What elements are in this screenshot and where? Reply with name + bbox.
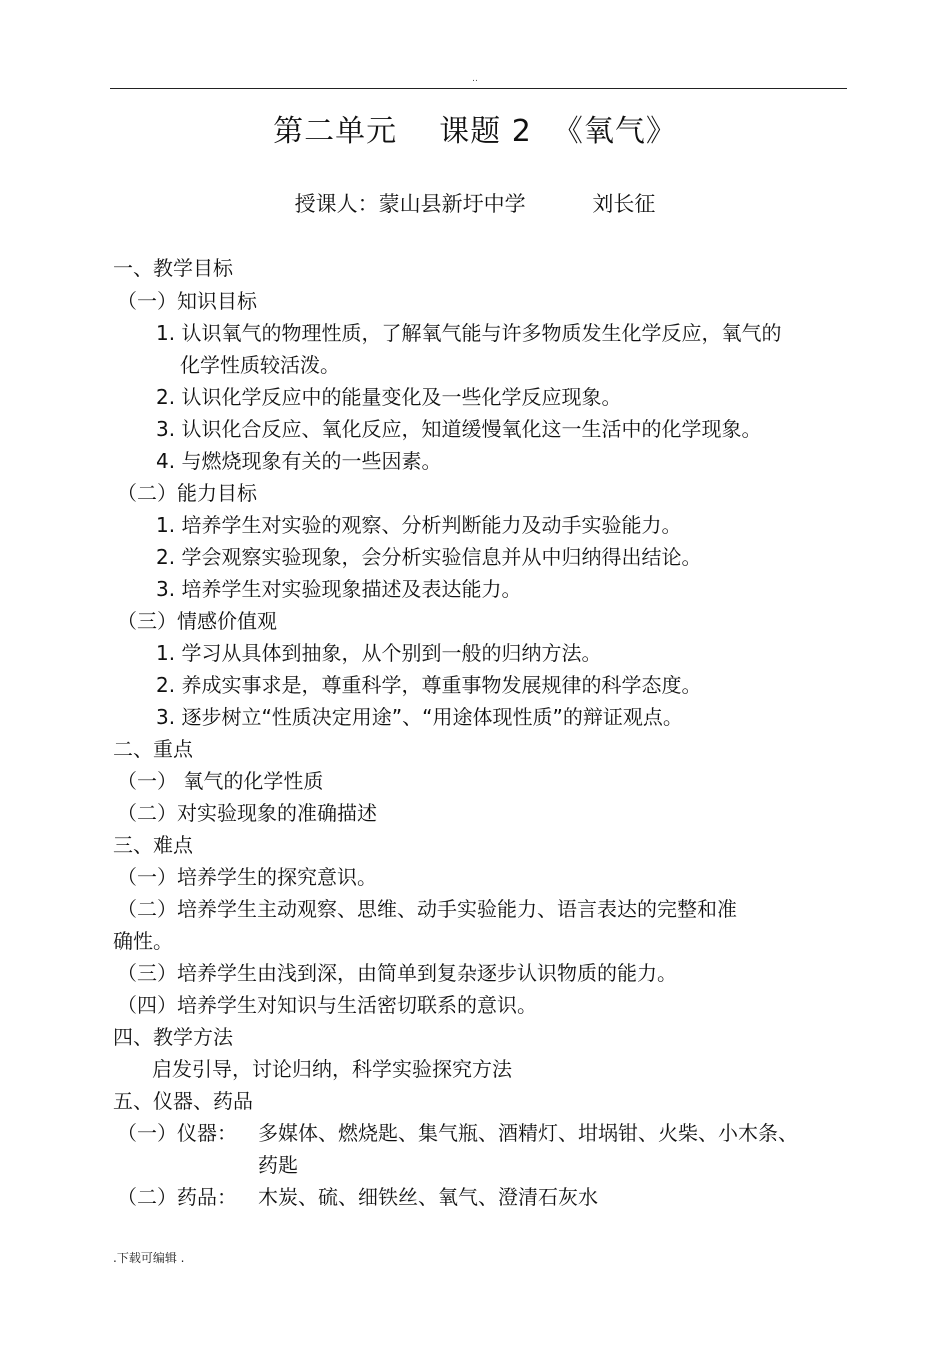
- list-item: （二）培养学生主动观察、思维、动手实验能力、语言表达的完整和准: [117, 897, 737, 921]
- list-item: 2. 学会观察实验现象，会分析实验信息并从中归纳得出结论。: [156, 545, 702, 569]
- subheading-ability: （二）能力目标: [117, 481, 257, 505]
- subheading-knowledge: （一）知识目标: [117, 289, 257, 313]
- list-item: （二）对实验现象的准确描述: [117, 801, 377, 825]
- section-heading-materials: 五、仪器、药品: [113, 1089, 253, 1113]
- reagents-list: 木炭、硫、细铁丝、氧气、澄清石灰水: [258, 1185, 598, 1209]
- subheading-values: （三）情感价值观: [117, 609, 277, 633]
- list-item: （四）培养学生对知识与生活密切联系的意识。: [117, 993, 537, 1017]
- list-item-continuation: 化学性质较活泼。: [180, 353, 340, 377]
- list-item: 4. 与燃烧现象有关的一些因素。: [156, 449, 442, 473]
- author-line: 授课人：蒙山县新圩中学 刘长征: [294, 192, 656, 216]
- section-heading-objectives: 一、教学目标: [113, 256, 233, 280]
- list-item: （三）培养学生由浅到深，由简单到复杂逐步认识物质的能力。: [117, 961, 677, 985]
- section-heading-difficulties: 三、难点: [113, 833, 193, 857]
- list-item: 3. 逐步树立“性质决定用途”、“用途体现性质”的辩证观点。: [156, 705, 683, 729]
- methods-text: 启发引导，讨论归纳，科学实验探究方法: [152, 1057, 512, 1081]
- list-item: 2. 认识化学反应中的能量变化及一些化学反应现象。: [156, 385, 622, 409]
- list-item: 2. 养成实事求是，尊重科学，尊重事物发展规律的科学态度。: [156, 673, 702, 697]
- list-item: 3. 培养学生对实验现象描述及表达能力。: [156, 577, 522, 601]
- list-item: 3. 认识化合反应、氧化反应，知道缓慢氧化这一生活中的化学现象。: [156, 417, 762, 441]
- page-footer: .下载可编辑 .: [113, 1251, 185, 1265]
- list-item: 1. 培养学生对实验的观察、分析判断能力及动手实验能力。: [156, 513, 682, 537]
- list-item-continuation: 确性。: [113, 929, 173, 953]
- header-rule: [110, 88, 847, 89]
- instruments-list: 多媒体、燃烧匙、集气瓶、酒精灯、坩埚钳、火柴、小木条、: [258, 1121, 798, 1145]
- list-item: 1. 认识氧气的物理性质，了解氧气能与许多物质发生化学反应，氧气的: [156, 321, 782, 345]
- list-item: 1. 学习从具体到抽象，从个别到一般的归纳方法。: [156, 641, 602, 665]
- list-item: （一）培养学生的探究意识。: [117, 865, 377, 889]
- instruments-list-continuation: 药匙: [258, 1153, 298, 1177]
- instruments-label: （一）仪器：: [117, 1121, 237, 1145]
- header-mark: ..: [472, 74, 478, 84]
- document-title: 第二单元 课题 2 《氧气》: [273, 114, 677, 149]
- reagents-label: （二）药品：: [117, 1185, 237, 1209]
- list-item: （一） 氧气的化学性质: [117, 769, 324, 793]
- section-heading-key-points: 二、重点: [113, 737, 193, 761]
- section-heading-methods: 四、教学方法: [113, 1025, 233, 1049]
